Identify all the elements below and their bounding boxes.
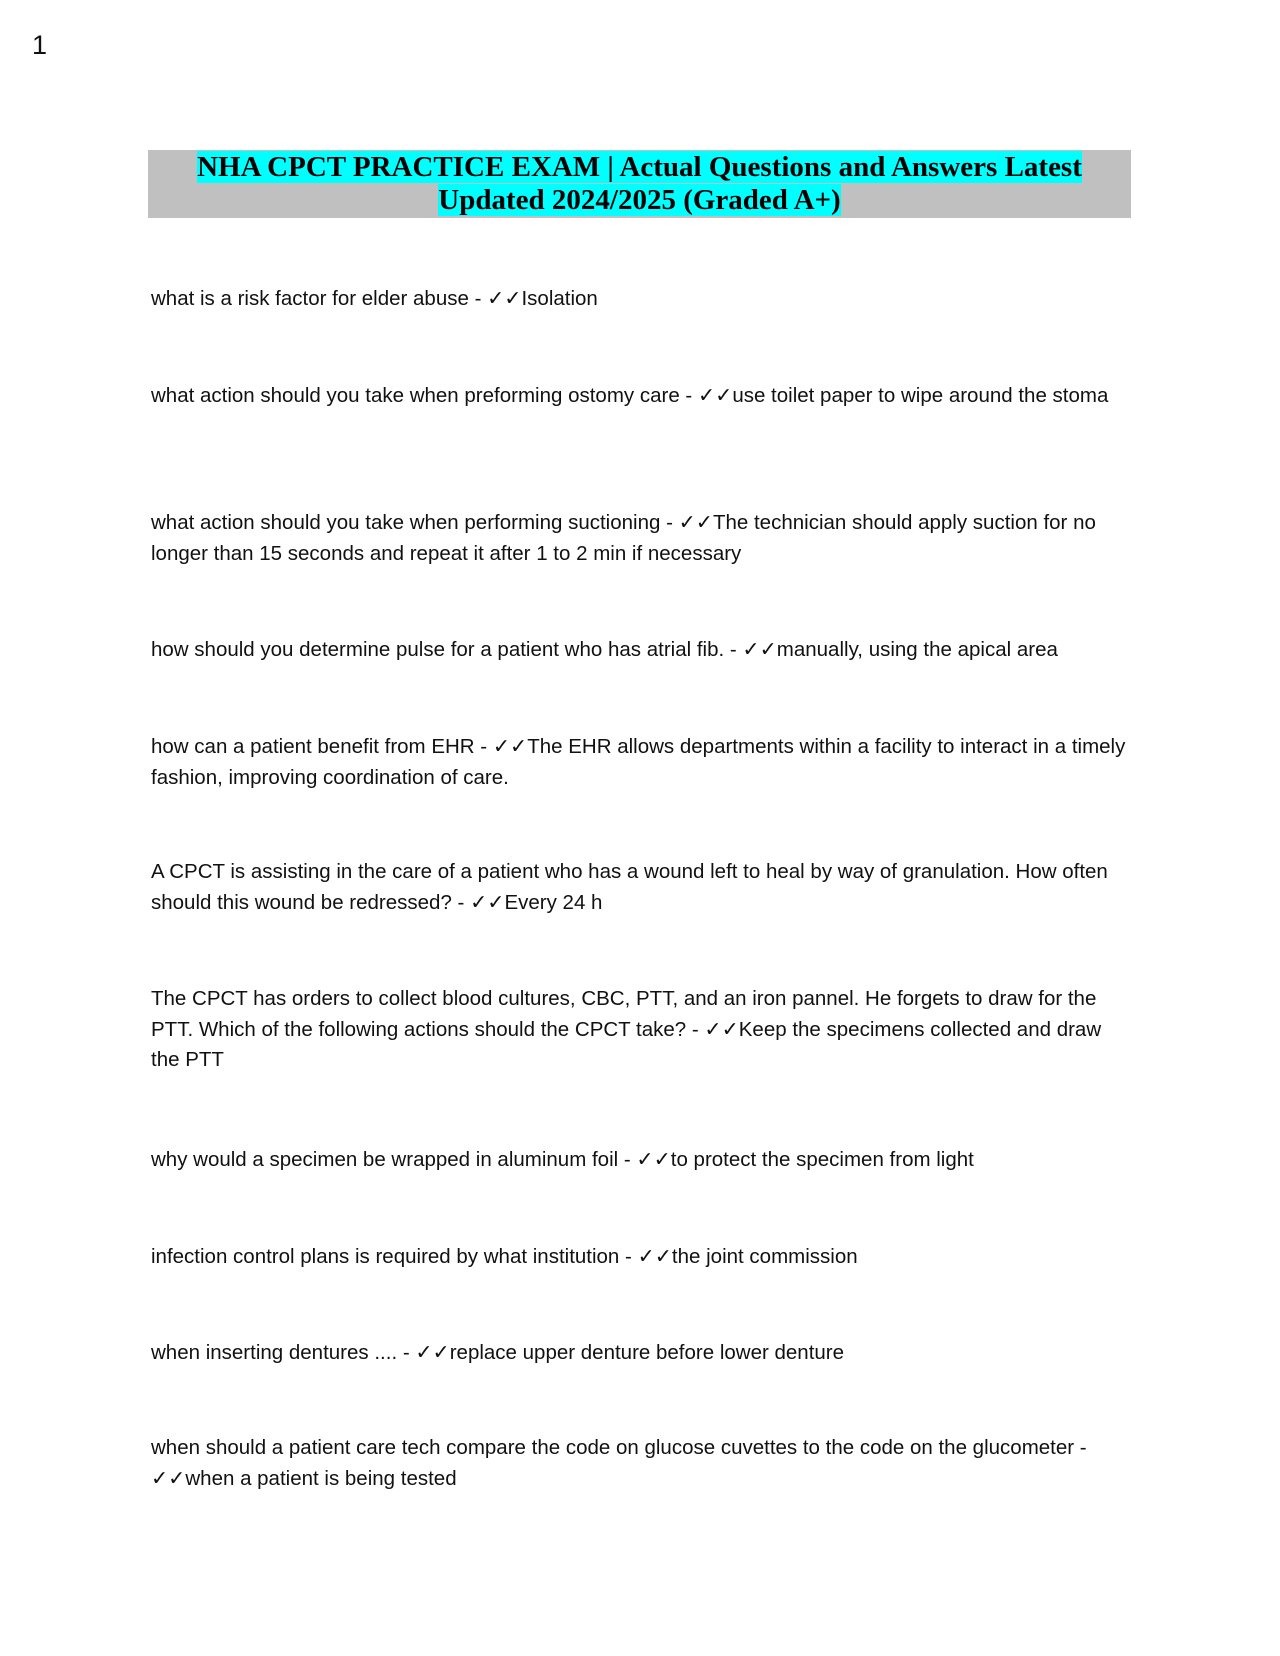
qa-item-5	[151, 732, 1131, 793]
qa-item-7	[151, 984, 1131, 1076]
question-text: infection control plans is required by what institution -	[151, 1245, 638, 1268]
qa-item-8	[151, 1145, 1131, 1176]
check-marks-icon: ✓✓	[637, 1245, 672, 1268]
question-text: The CPCT has orders to collect blood cultures, CBC, PTT, and an iron pannel. He forgets to draw for the PTT. Which of the following actions should the CPCT take? -	[151, 987, 1097, 1041]
qa-item-1	[151, 284, 1131, 315]
answer-text: when a patient is being tested	[185, 1466, 457, 1490]
question-text: why would a specimen be wrapped in aluminum foil -	[151, 1148, 637, 1171]
title-line-2: Updated 2024/2025 (Graded A+)	[438, 184, 841, 216]
check-marks-icon: ✓✓	[742, 638, 777, 661]
check-marks-icon: ✓✓	[678, 511, 713, 534]
answer-text: The EHR allows departments within a facility to interact in a timely fashion, improving coordination of care.	[151, 735, 1126, 789]
question-text: what action should you take when preforming ostomy care -	[151, 384, 698, 407]
answer-text: The technician should apply suction for no longer than 15 seconds and repeat it after 1 to 2 min if necessary	[151, 511, 1096, 565]
answer-text: replace upper denture before lower denture	[449, 1341, 845, 1364]
answer-text: use toilet paper to wipe around the stoma	[732, 384, 1109, 407]
qa-item-2	[151, 381, 1131, 412]
qa-item-9	[151, 1242, 1131, 1273]
check-marks-icon: ✓✓	[470, 890, 505, 914]
answer-text: to protect the specimen from light	[670, 1148, 974, 1171]
qa-item-10	[151, 1338, 1131, 1369]
qa-item-11	[151, 1433, 1131, 1494]
qa-item-3	[151, 508, 1131, 569]
qa-item-4	[151, 635, 1131, 666]
qa-item-6	[151, 857, 1131, 918]
document-title	[148, 150, 1131, 218]
question-text: how should you determine pulse for a patient who has atrial fib. -	[151, 638, 743, 661]
question-text: A CPCT is assisting in the care of a patient who has a wound left to heal by way of granulation. How often should this wound be redressed? -	[151, 860, 1108, 914]
answer-text: Keep the specimens collected and draw the PTT	[151, 1017, 1102, 1071]
check-marks-icon: ✓✓	[487, 287, 522, 310]
question-text: how can a patient benefit from EHR -	[151, 735, 493, 758]
check-marks-icon: ✓✓	[704, 1017, 739, 1041]
question-text: when should a patient care tech compare the code on glucose cuvettes to the code on the glucometer -	[151, 1436, 1087, 1459]
answer-text: manually, using the apical area	[776, 638, 1058, 661]
answer-text: the joint commission	[671, 1245, 858, 1268]
check-marks-icon: ✓✓	[697, 384, 733, 407]
question-text: what action should you take when performing suctioning -	[151, 511, 679, 534]
title-line-1: NHA CPCT PRACTICE EXAM | Actual Questions and Answers Latest	[197, 151, 1082, 183]
check-marks-icon: ✓✓	[415, 1341, 450, 1364]
check-marks-icon: ✓✓	[492, 735, 528, 758]
question-text: what is a risk factor for elder abuse -	[151, 287, 488, 310]
question-text: when inserting dentures .... -	[151, 1341, 416, 1364]
check-marks-icon: ✓✓	[636, 1148, 671, 1171]
check-marks-icon: ✓✓	[151, 1466, 186, 1490]
answer-text: Every 24 h	[504, 890, 603, 914]
answer-text: Isolation	[521, 287, 598, 310]
page-number: 1	[32, 30, 48, 60]
